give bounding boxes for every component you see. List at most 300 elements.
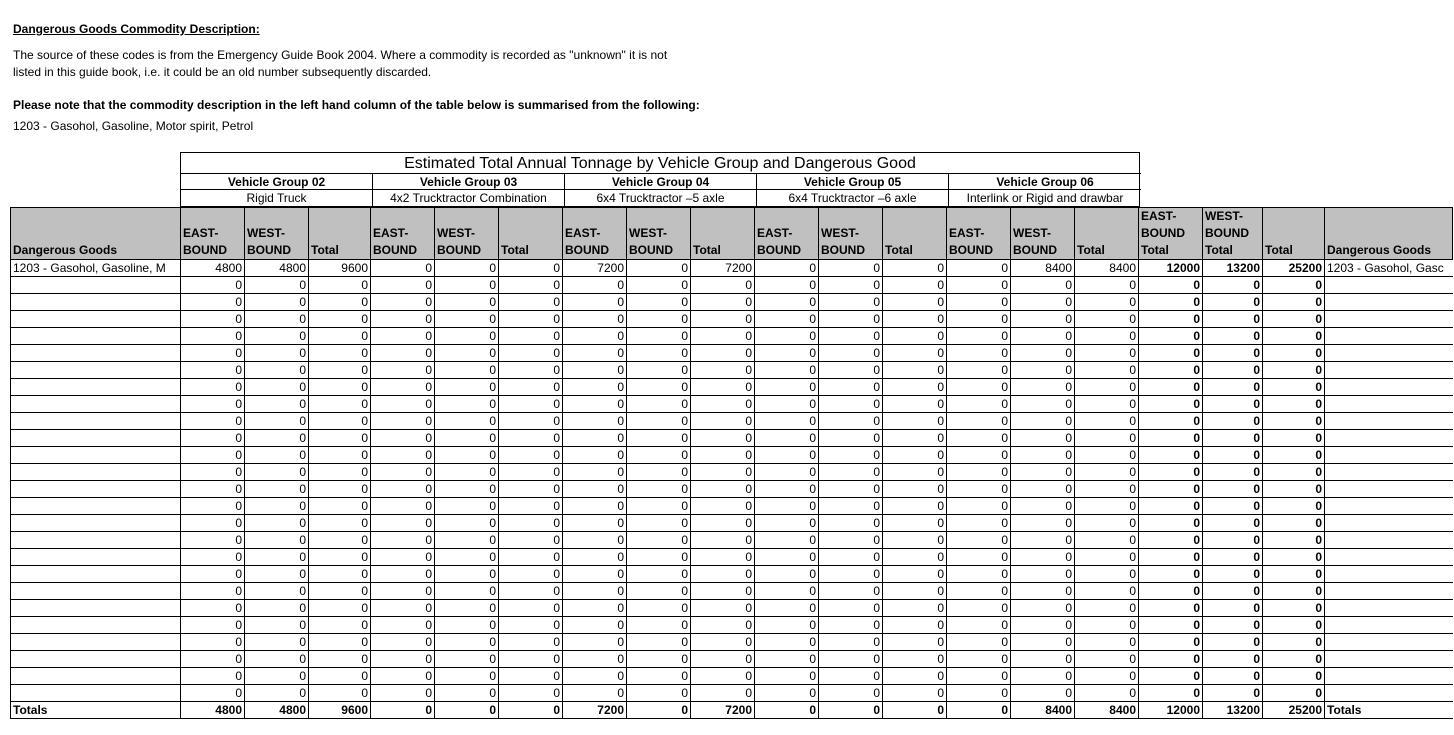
table-row	[11, 617, 1453, 634]
value-cell: 0	[181, 583, 245, 600]
row-label	[11, 532, 181, 549]
value-cell: 0	[371, 549, 435, 566]
value-cell: 0	[883, 651, 947, 668]
value-cell: 0	[563, 600, 627, 617]
value-cell: 0	[1075, 396, 1139, 413]
table-row	[11, 481, 1453, 498]
vehicle-group-description: Interlink or Rigid and drawbar	[966, 191, 1124, 205]
value-cell: 0	[1075, 583, 1139, 600]
value-cell: 0	[691, 549, 755, 566]
value-cell: 0	[563, 379, 627, 396]
value-cell: 0	[947, 566, 1011, 583]
value-cell: 0	[691, 651, 755, 668]
value-cell: 0	[691, 515, 755, 532]
value-cell: 0	[435, 345, 499, 362]
value-cell: 0	[309, 481, 371, 498]
total-cell: 0	[1203, 277, 1263, 294]
row-label	[11, 668, 181, 685]
value-cell: 0	[181, 379, 245, 396]
value-cell: 0	[371, 464, 435, 481]
table-row	[11, 515, 1453, 532]
value-cell: 0	[819, 345, 883, 362]
row-label-right	[1325, 345, 1453, 362]
value-cell: 0	[819, 685, 883, 702]
value-cell: 0	[1075, 362, 1139, 379]
value-cell: 0	[371, 583, 435, 600]
value-cell: 0	[755, 583, 819, 600]
value-cell: 0	[627, 685, 691, 702]
value-cell: 0	[691, 277, 755, 294]
value-cell: 0	[819, 702, 883, 719]
value-cell: 0	[755, 260, 819, 277]
value-cell: 0	[1075, 379, 1139, 396]
value-cell: 0	[1075, 549, 1139, 566]
row-label-right	[1325, 566, 1453, 583]
value-cell: 0	[819, 498, 883, 515]
value-cell: 0	[627, 447, 691, 464]
value-cell: 0	[309, 362, 371, 379]
commodity-code-line: 1203 - Gasohol, Gasoline, Motor spirit, Petrol	[13, 119, 254, 133]
value-cell: 0	[947, 583, 1011, 600]
value-cell: 0	[947, 600, 1011, 617]
value-cell: 0	[309, 328, 371, 345]
value-cell: 0	[691, 464, 755, 481]
row-label-right	[1325, 396, 1453, 413]
value-cell: 0	[883, 345, 947, 362]
total-cell: 0	[1139, 311, 1203, 328]
value-cell: 0	[627, 498, 691, 515]
value-cell: 0	[1011, 498, 1075, 515]
total-cell: 0	[1263, 685, 1325, 702]
row-label-right	[1325, 481, 1453, 498]
value-cell: 0	[245, 447, 309, 464]
vehicle-group-name: Vehicle Group 05	[757, 173, 948, 190]
value-cell: 0	[1075, 634, 1139, 651]
value-cell: 0	[499, 617, 563, 634]
value-cell: 0	[499, 481, 563, 498]
value-cell: 0	[499, 311, 563, 328]
value-cell: 0	[755, 328, 819, 345]
value-cell: 0	[627, 702, 691, 719]
value-cell: 0	[1075, 617, 1139, 634]
total-cell: 0	[1263, 447, 1325, 464]
total-cell: 0	[1203, 294, 1263, 311]
column-header: EAST- BOUND	[947, 208, 1011, 260]
row-label	[11, 311, 181, 328]
value-cell: 0	[563, 549, 627, 566]
total-cell: 0	[1203, 413, 1263, 430]
value-cell: 0	[627, 634, 691, 651]
row-label-right	[1325, 413, 1453, 430]
value-cell: 0	[755, 362, 819, 379]
value-cell: 0	[309, 379, 371, 396]
section-heading: Dangerous Goods Commodity Description:	[13, 22, 260, 36]
value-cell: 0	[371, 668, 435, 685]
value-cell: 0	[563, 396, 627, 413]
value-cell: 0	[371, 447, 435, 464]
total-cell: 0	[1263, 430, 1325, 447]
value-cell: 0	[371, 600, 435, 617]
total-cell: 0	[1203, 464, 1263, 481]
value-cell: 0	[627, 481, 691, 498]
total-cell: 0	[1203, 532, 1263, 549]
value-cell: 0	[627, 413, 691, 430]
value-cell: 0	[947, 702, 1011, 719]
vehicle-group-name: Vehicle Group 03	[373, 173, 564, 190]
total-cell: 0	[1139, 294, 1203, 311]
value-cell: 0	[1075, 447, 1139, 464]
total-cell: 0	[1139, 634, 1203, 651]
value-cell: 0	[1011, 617, 1075, 634]
value-cell: 0	[883, 362, 947, 379]
value-cell: 0	[755, 430, 819, 447]
value-cell: 0	[435, 481, 499, 498]
row-label-right	[1325, 362, 1453, 379]
value-cell: 0	[499, 464, 563, 481]
value-cell: 0	[309, 668, 371, 685]
value-cell: 0	[691, 634, 755, 651]
total-cell: 0	[1263, 668, 1325, 685]
value-cell: 0	[435, 651, 499, 668]
value-cell: 0	[947, 430, 1011, 447]
value-cell: 0	[245, 532, 309, 549]
value-cell: 0	[371, 685, 435, 702]
value-cell: 0	[563, 481, 627, 498]
value-cell: 0	[947, 447, 1011, 464]
value-cell: 0	[499, 430, 563, 447]
value-cell: 0	[627, 566, 691, 583]
total-cell: 0	[1263, 583, 1325, 600]
column-header: EAST- BOUND	[563, 208, 627, 260]
total-cell: 0	[1263, 651, 1325, 668]
value-cell: 0	[435, 328, 499, 345]
value-cell: 0	[309, 311, 371, 328]
row-label-right	[1325, 294, 1453, 311]
value-cell: 0	[371, 481, 435, 498]
row-label	[11, 413, 181, 430]
value-cell: 0	[883, 430, 947, 447]
value-cell: 0	[371, 379, 435, 396]
value-cell: 0	[691, 430, 755, 447]
value-cell: 0	[819, 651, 883, 668]
value-cell: 0	[371, 702, 435, 719]
value-cell: 0	[1011, 549, 1075, 566]
total-cell: 0	[1203, 566, 1263, 583]
value-cell: 0	[691, 668, 755, 685]
totals-row	[11, 702, 1453, 719]
value-cell: 0	[627, 464, 691, 481]
value-cell: 0	[435, 396, 499, 413]
value-cell: 0	[499, 396, 563, 413]
value-cell: 0	[371, 345, 435, 362]
value-cell: 0	[819, 379, 883, 396]
value-cell: 0	[883, 583, 947, 600]
column-header: WEST- BOUND	[435, 208, 499, 260]
row-label-right: 1203 - Gasohol, Gasc	[1325, 260, 1453, 277]
row-label	[11, 617, 181, 634]
value-cell: 0	[947, 549, 1011, 566]
total-cell: 0	[1203, 668, 1263, 685]
table-row	[11, 566, 1453, 583]
value-cell: 0	[1011, 277, 1075, 294]
value-cell: 0	[1075, 498, 1139, 515]
value-cell: 0	[309, 600, 371, 617]
value-cell: 0	[883, 447, 947, 464]
total-cell: 0	[1139, 600, 1203, 617]
total-cell: 0	[1203, 634, 1263, 651]
value-cell: 0	[627, 600, 691, 617]
row-label	[11, 634, 181, 651]
value-cell: 0	[309, 532, 371, 549]
value-cell: 0	[309, 345, 371, 362]
value-cell: 0	[627, 668, 691, 685]
value-cell: 0	[245, 600, 309, 617]
value-cell: 0	[309, 566, 371, 583]
value-cell: 0	[245, 464, 309, 481]
table-row	[11, 345, 1453, 362]
row-label	[11, 600, 181, 617]
value-cell: 0	[1075, 532, 1139, 549]
total-cell: 0	[1263, 634, 1325, 651]
value-cell: 0	[819, 515, 883, 532]
value-cell: 0	[691, 413, 755, 430]
value-cell: 0	[1011, 396, 1075, 413]
total-cell: 0	[1139, 413, 1203, 430]
total-cell: 12000	[1139, 260, 1203, 277]
value-cell: 0	[371, 396, 435, 413]
total-cell: 0	[1203, 379, 1263, 396]
summary-note: Please note that the commodity description in the left hand column of the table below is summarised from the following:	[13, 98, 700, 112]
value-cell: 0	[947, 311, 1011, 328]
value-cell: 0	[947, 396, 1011, 413]
total-cell: 0	[1263, 396, 1325, 413]
vehicle-group-header	[565, 173, 757, 207]
value-cell: 0	[627, 651, 691, 668]
value-cell: 4800	[245, 702, 309, 719]
total-cell: 0	[1203, 600, 1263, 617]
row-label	[11, 379, 181, 396]
value-cell: 0	[245, 430, 309, 447]
value-cell: 0	[499, 685, 563, 702]
value-cell: 0	[627, 515, 691, 532]
column-header: EAST- BOUND	[181, 208, 245, 260]
total-cell: 0	[1203, 685, 1263, 702]
value-cell: 0	[627, 362, 691, 379]
value-cell: 0	[309, 430, 371, 447]
value-cell: 0	[181, 430, 245, 447]
value-cell: 0	[755, 702, 819, 719]
value-cell: 0	[883, 294, 947, 311]
column-header: Dangerous Goods	[11, 208, 181, 260]
vehicle-group-description: 4x2 Trucktractor Combination	[390, 191, 547, 205]
row-label	[11, 515, 181, 532]
total-cell: 0	[1263, 566, 1325, 583]
value-cell: 0	[755, 549, 819, 566]
row-label-right	[1325, 328, 1453, 345]
value-cell: 0	[819, 447, 883, 464]
value-cell: 0	[691, 328, 755, 345]
value-cell: 0	[755, 668, 819, 685]
value-cell: 0	[563, 668, 627, 685]
total-cell: 0	[1139, 651, 1203, 668]
total-cell: 0	[1139, 583, 1203, 600]
value-cell: 0	[563, 362, 627, 379]
row-label-right	[1325, 583, 1453, 600]
value-cell: 0	[627, 345, 691, 362]
value-cell: 0	[371, 651, 435, 668]
value-cell: 0	[371, 260, 435, 277]
value-cell: 0	[499, 294, 563, 311]
value-cell: 0	[947, 651, 1011, 668]
value-cell: 0	[691, 685, 755, 702]
value-cell: 0	[883, 328, 947, 345]
table-row	[11, 583, 1453, 600]
total-cell: 0	[1139, 430, 1203, 447]
value-cell: 0	[883, 532, 947, 549]
value-cell: 0	[755, 464, 819, 481]
value-cell: 0	[499, 515, 563, 532]
value-cell: 0	[627, 396, 691, 413]
value-cell: 0	[245, 634, 309, 651]
value-cell: 0	[181, 413, 245, 430]
value-cell: 0	[883, 260, 947, 277]
value-cell: 0	[245, 668, 309, 685]
value-cell: 0	[819, 634, 883, 651]
intro-text-line-2: listed in this guide book, i.e. it could be an old number subsequently discarded.	[13, 65, 432, 79]
value-cell: 0	[435, 515, 499, 532]
total-cell: 0	[1139, 515, 1203, 532]
value-cell: 0	[947, 634, 1011, 651]
value-cell: 0	[755, 498, 819, 515]
value-cell: 0	[245, 362, 309, 379]
value-cell: 0	[755, 277, 819, 294]
value-cell: 0	[435, 447, 499, 464]
value-cell: 0	[245, 413, 309, 430]
value-cell: 8400	[1075, 702, 1139, 719]
vehicle-group-name: Vehicle Group 06	[949, 173, 1141, 190]
value-cell: 0	[563, 498, 627, 515]
total-cell: 0	[1203, 311, 1263, 328]
value-cell: 0	[1075, 311, 1139, 328]
value-cell: 0	[499, 260, 563, 277]
value-cell: 0	[435, 413, 499, 430]
tonnage-table	[10, 207, 1453, 719]
value-cell: 0	[755, 447, 819, 464]
value-cell: 0	[1075, 515, 1139, 532]
value-cell: 0	[1075, 413, 1139, 430]
value-cell: 0	[883, 481, 947, 498]
value-cell: 0	[947, 685, 1011, 702]
value-cell: 0	[309, 498, 371, 515]
value-cell: 0	[1075, 277, 1139, 294]
value-cell: 0	[563, 413, 627, 430]
value-cell: 0	[245, 277, 309, 294]
value-cell: 0	[181, 634, 245, 651]
value-cell: 0	[819, 413, 883, 430]
value-cell: 0	[1075, 430, 1139, 447]
value-cell: 0	[499, 702, 563, 719]
value-cell: 0	[627, 549, 691, 566]
value-cell: 0	[691, 362, 755, 379]
value-cell: 0	[1075, 600, 1139, 617]
total-cell: 25200	[1263, 260, 1325, 277]
table-row	[11, 447, 1453, 464]
value-cell: 0	[435, 362, 499, 379]
value-cell: 0	[755, 566, 819, 583]
total-cell: 0	[1263, 600, 1325, 617]
value-cell: 0	[435, 566, 499, 583]
value-cell: 0	[627, 311, 691, 328]
value-cell: 0	[309, 685, 371, 702]
value-cell: 0	[755, 481, 819, 498]
total-cell: 0	[1139, 396, 1203, 413]
value-cell: 0	[563, 617, 627, 634]
value-cell: 0	[755, 345, 819, 362]
row-label	[11, 549, 181, 566]
value-cell: 0	[1011, 566, 1075, 583]
value-cell: 0	[563, 685, 627, 702]
column-header: WEST- BOUND	[819, 208, 883, 260]
value-cell: 0	[947, 362, 1011, 379]
value-cell: 0	[1011, 532, 1075, 549]
total-cell: 0	[1203, 362, 1263, 379]
column-header: EAST- BOUND	[371, 208, 435, 260]
total-cell: 0	[1203, 481, 1263, 498]
total-cell: 0	[1203, 515, 1263, 532]
value-cell: 0	[245, 651, 309, 668]
value-cell: 0	[819, 668, 883, 685]
value-cell: 0	[627, 260, 691, 277]
table-row	[11, 311, 1453, 328]
value-cell: 0	[1011, 583, 1075, 600]
value-cell: 0	[371, 311, 435, 328]
table-row	[11, 362, 1453, 379]
value-cell: 0	[499, 583, 563, 600]
total-cell: 0	[1203, 345, 1263, 362]
value-cell: 0	[883, 702, 947, 719]
value-cell: 9600	[309, 702, 371, 719]
value-cell: 0	[181, 311, 245, 328]
value-cell: 0	[435, 277, 499, 294]
value-cell: 0	[499, 498, 563, 515]
value-cell: 7200	[563, 702, 627, 719]
total-cell: 0	[1139, 481, 1203, 498]
value-cell: 0	[245, 583, 309, 600]
value-cell: 0	[309, 294, 371, 311]
value-cell: 0	[1011, 685, 1075, 702]
value-cell: 0	[1011, 668, 1075, 685]
column-header: Total	[1263, 208, 1325, 260]
table-row	[11, 498, 1453, 515]
value-cell: 0	[819, 328, 883, 345]
value-cell: 0	[883, 634, 947, 651]
table-row	[11, 549, 1453, 566]
value-cell: 0	[499, 668, 563, 685]
table-row	[11, 651, 1453, 668]
value-cell: 0	[883, 685, 947, 702]
total-cell: 0	[1203, 549, 1263, 566]
value-cell: 0	[755, 685, 819, 702]
row-label-right	[1325, 634, 1453, 651]
table-row	[11, 464, 1453, 481]
value-cell: 0	[691, 583, 755, 600]
value-cell: 0	[563, 345, 627, 362]
value-cell: 0	[755, 294, 819, 311]
value-cell: 0	[883, 396, 947, 413]
value-cell: 0	[371, 430, 435, 447]
vehicle-group-name: Vehicle Group 02	[181, 173, 372, 190]
value-cell: 0	[627, 379, 691, 396]
